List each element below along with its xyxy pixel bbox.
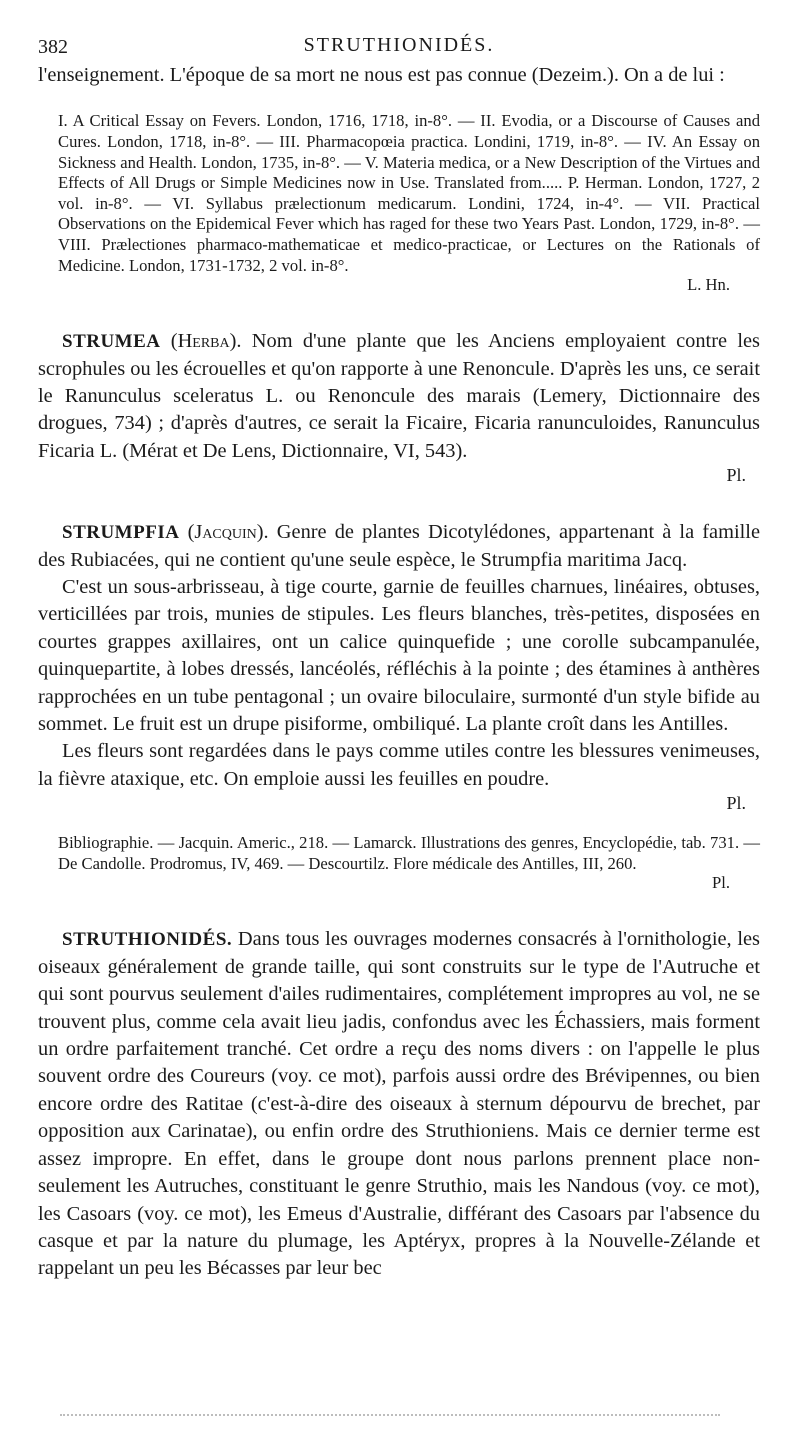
opening-paragraph: l'enseignement. L'époque de sa mort ne nous est pas connue (Dezeim.). On a de lui : xyxy=(38,64,725,86)
strumpfia-headword: STRUMPFIA xyxy=(62,522,180,544)
article-strumea xyxy=(38,328,760,485)
footer-divider xyxy=(60,1410,720,1416)
works-list-text: I. A Critical Essay on Fevers. London, 1716, 1718, in-8°. — II. Evodia, or a Discourse of Causes and Cures. London, 1718, in-8°. — III. Pharmacopœia practica. Londini, 1719, in-8°. — IV. An Essay on Sickness and Health. London, 1735, in-8°. — V. Materia medica, or a New Description of the Virtues and Effects of All Drugs or Simple Medicines now in Use. Translated from..... P. Herman. London, 1727, 2 vol. in-8°. — VI. Syllabus prælectionum medicarum. Londini, 1724, in-4°. — VII. Practical Observations on the Epidemical Fever which has raged for these two Years Past. London, 1729, in-8°. — VIII. Prælectiones pharmaco-mathematicae et medico-practicae, or Lectures on the Rationals of Medicine. London, 1731-1732, 2 vol. in-8°. xyxy=(58,111,760,275)
running-title: STRUTHIONIDÉS. xyxy=(303,34,495,56)
page-header xyxy=(38,32,760,62)
strumpfia-intro xyxy=(38,519,760,574)
strumpfia-uses: Les fleurs sont regardées dans le pays comme utiles contre les blessures venimeuses, la fièvre ataxique, etc. On emploie aussi les feuilles en poudre. xyxy=(38,740,760,790)
strumpfia-bibliography-signature: Pl. xyxy=(712,873,730,893)
article-struthionides xyxy=(38,926,760,1282)
struthionides-text: Dans tous les ouvrages modernes consacrés à l'ornithologie, les oiseaux généralement de grande taille, qui sont construits sur le type de l'Autruche et qui sont pourvus seulement d'ailes rudimentaires, complétement impropres au vol, ne se trouvent plus, comme cela avait lieu jadis, confondus avec les Échassiers, mais forment un ordre parfaitement tranché. Cet ordre a reçu des noms divers : on l'appelle le plus souvent ordre des Coureurs (voy. ce mot), parfois aussi ordre des Brévipennes, ou bien encore ordre des Ratitae (c'est-à-dire des oiseaux à sternum dépourvu de brechet, par opposition aux Carinatae), ou enfin ordre des Struthioniens. Mais ce dernier terme est assez impropre. En effet, dans le groupe dont nous parlons prennent place non-seulement les Autruches, constituant le genre Struthio, mais les Nandous (voy. ce mot), les Casoars (voy. ce mot), les Emeus d'Australie, différant des Casoars par l'absence du casque et par la nature du plumage, les Aptéryx, propres à la Nouvelle-Zélande et rappelant un peu les Bécasses par leur bec xyxy=(38,928,760,1280)
strumea-author: (Herba). xyxy=(170,330,242,353)
works-list-signature: L. Hn. xyxy=(687,275,730,295)
page-number: 382 xyxy=(38,36,68,58)
struthionides-paragraph xyxy=(38,926,760,1282)
strumea-text: Nom d'une plante que les Anciens employaient contre les scrophules ou les écrouelles et qu'on rapporte à une Renoncule. D'après les uns, ce serait le Ranunculus sceleratus L. ou Renoncule des marais (Lemery, Dictionnaire des drogues, 734) ; d'après d'autres, ce serait la Ficaire, Ficaria ranunculoides, Ranunculus Ficaria L. (Mérat et De Lens, Dictionnaire, VI, 543). xyxy=(38,330,760,462)
strumpfia-bibliography xyxy=(38,833,760,892)
strumpfia-author: (Jacquin). xyxy=(187,521,269,544)
works-list xyxy=(38,111,760,294)
strumpfia-intro-text: Genre de plantes Dicotylédones, appartenant à la famille des Rubiacées, qui ne contient qu'une seule espèce, le Strumpfia maritima Jacq. xyxy=(38,521,760,571)
strumea-headword: STRUMEA xyxy=(62,331,161,353)
strumpfia-signature: Pl. xyxy=(726,793,746,814)
strumpfia-bibliography-text: Bibliographie. — Jacquin. Americ., 218. — Lamarck. Illustrations des genres, Encyclopédie, tab. 731. — De Candolle. Prodromus, IV, 469. — Descourtilz. Flore médicale des Antilles, III, 260. xyxy=(58,833,760,873)
strumpfia-description: C'est un sous-arbrisseau, à tige courte, garnie de feuilles charnues, linéaires, obtuses, verticillées par trois, munies de stipules. Les fleurs blanches, très-petites, disposées en courtes grappes axillaires, ont un calice quinquefide ; une corolle subcampanulée, quinquepartite, à lobes dressés, lancéolés, réfléchis à la pointe ; des étamines à anthères rapprochées en un tube pentagonal ; un ovaire biloculaire, surmonté d'un style bifide au sommet. Le fruit est un drupe pisiforme, ombiliqué. La plante croît dans les Antilles. xyxy=(38,576,760,736)
strumea-signature: Pl. xyxy=(726,465,746,486)
article-strumpfia xyxy=(38,519,760,892)
struthionides-headword: STRUTHIONIDÉS. xyxy=(62,929,233,951)
strumea-paragraph xyxy=(38,328,760,465)
